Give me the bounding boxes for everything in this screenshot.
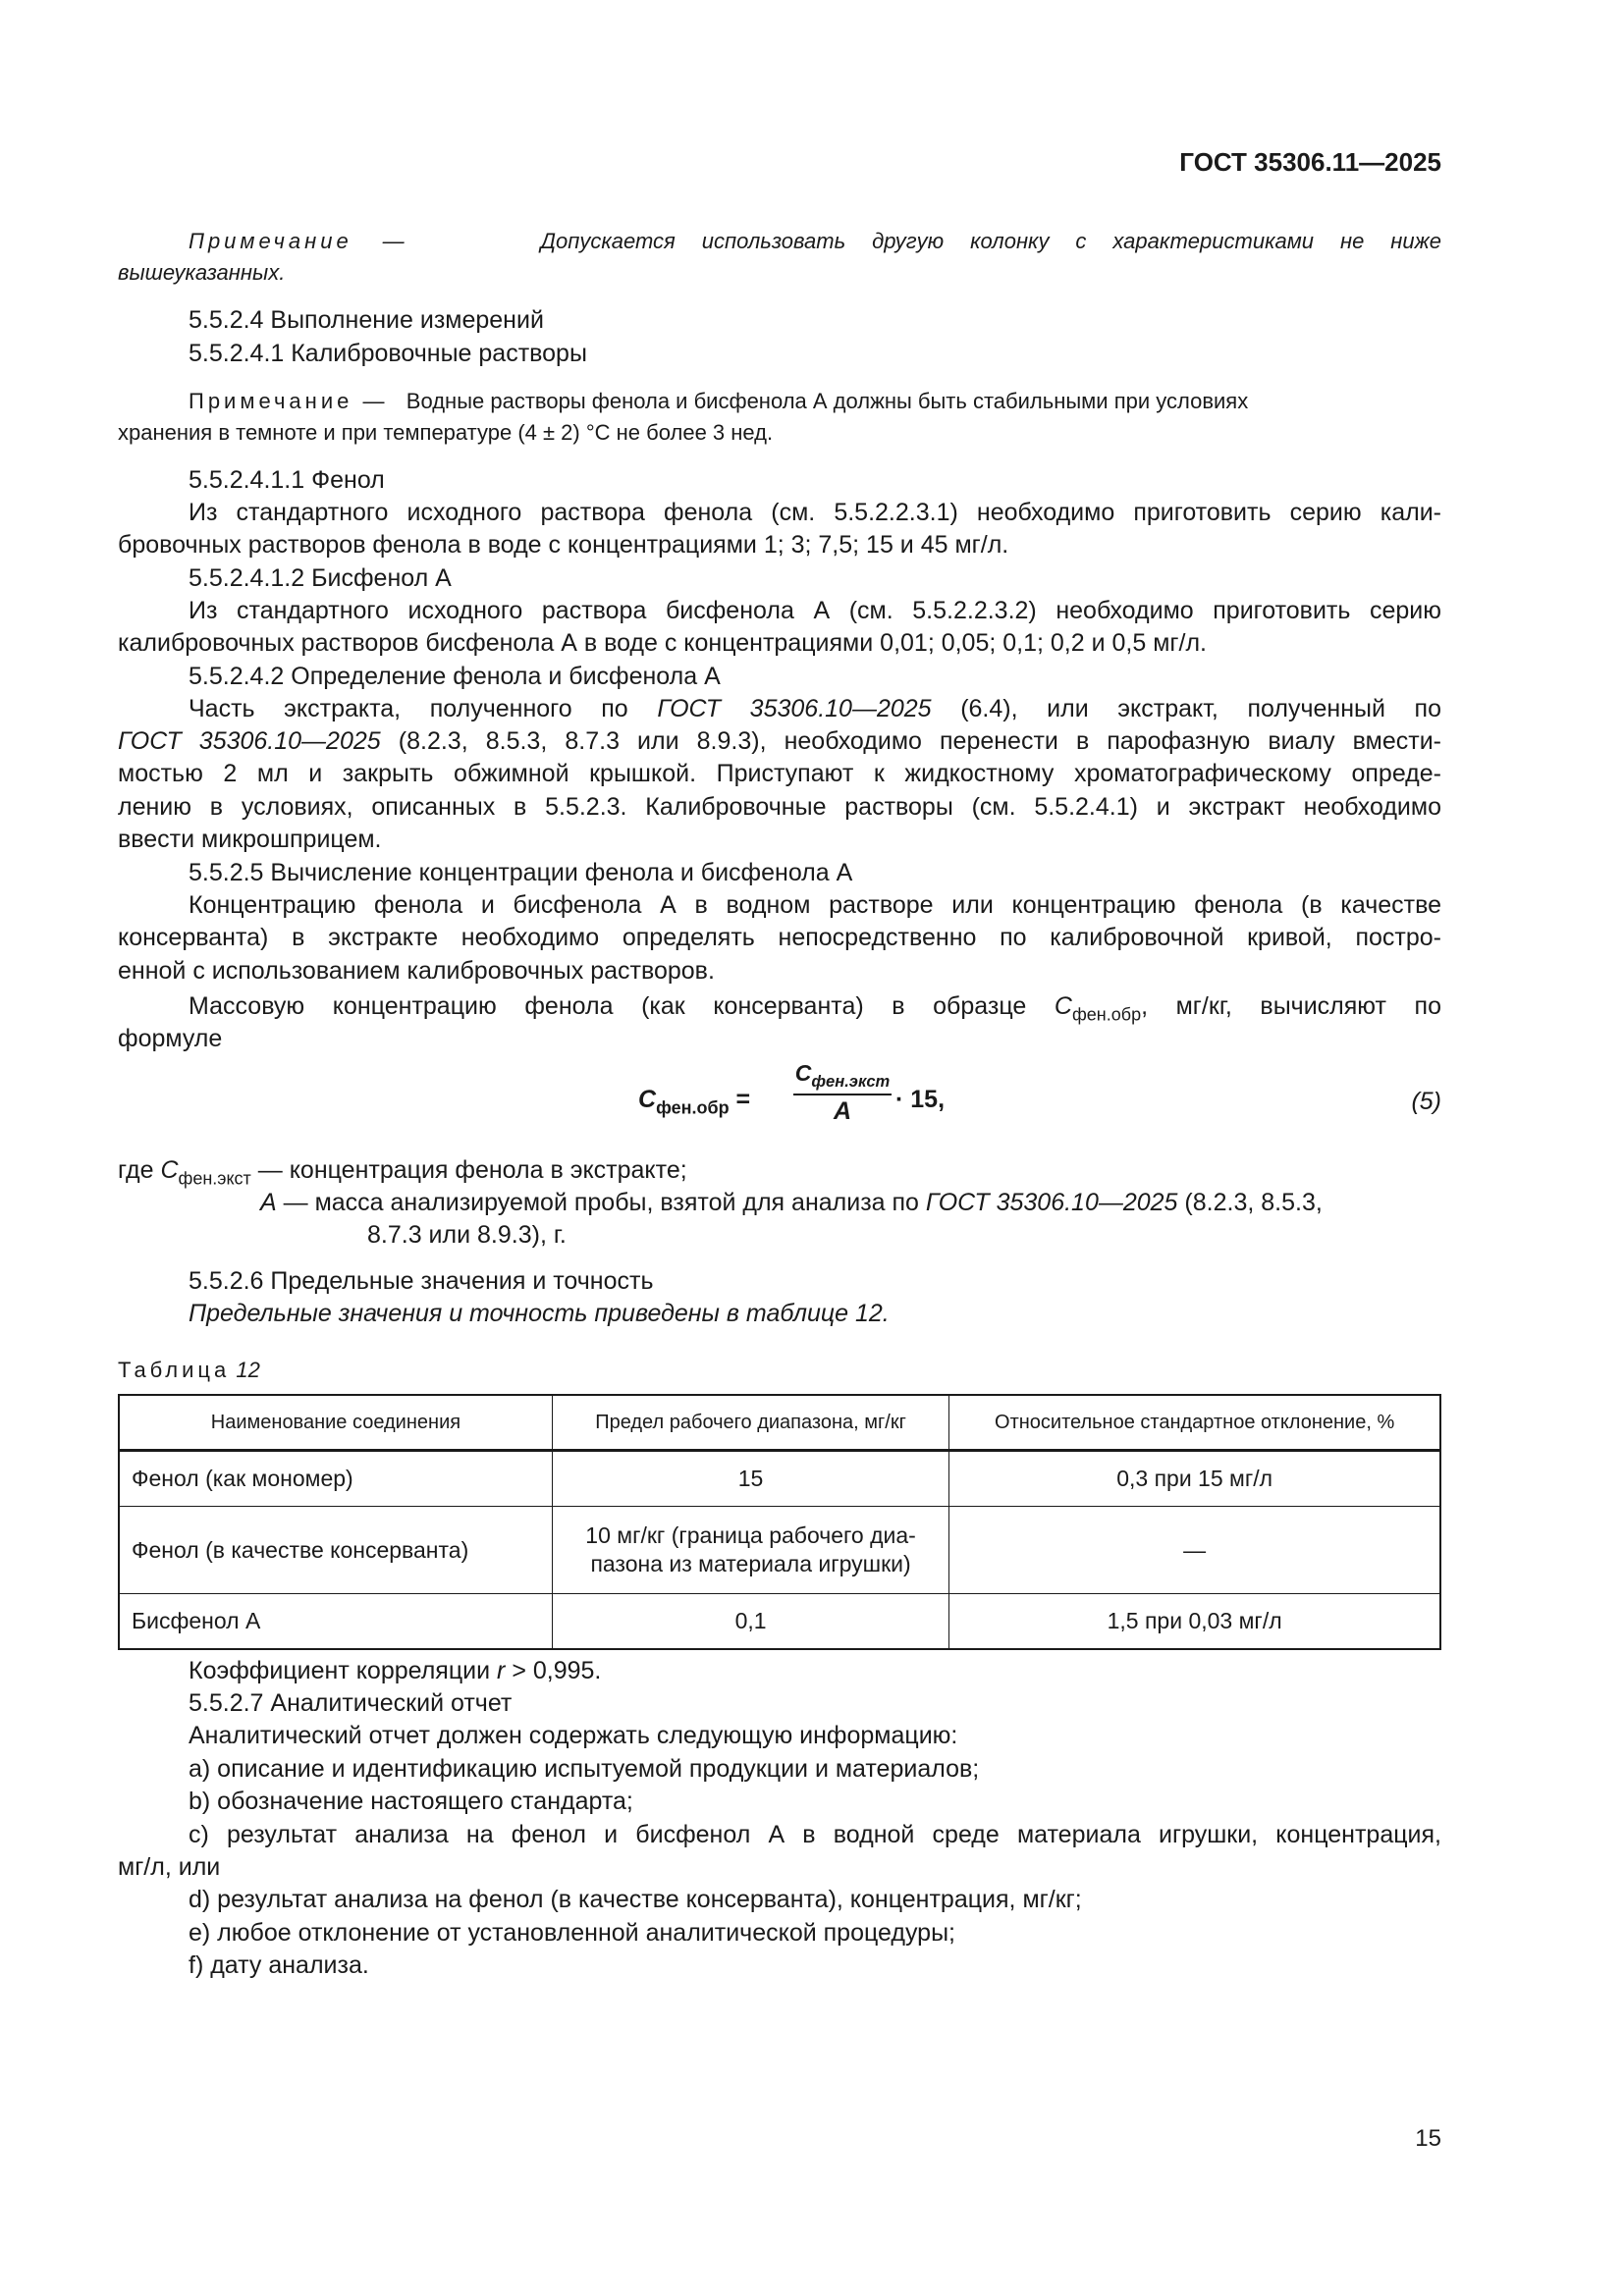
- formula-rhs: · 15,: [895, 1086, 946, 1113]
- text: Массовую концентрацию фенола (как консерванта) в образце: [189, 992, 1027, 1020]
- text: Часть экстракта, полученного по: [189, 695, 628, 722]
- report-item-c-line-2: мг/л, или: [118, 1853, 221, 1881]
- formula-equals: =: [735, 1086, 751, 1113]
- section-bisphenol-title: 5.5.2.4.1.2 Бисфенол А: [189, 564, 452, 592]
- section-limits-text: Предельные значения и точность приведены в таблице 12.: [189, 1300, 890, 1327]
- where-prefix: где: [118, 1156, 154, 1184]
- fraction-bar: [793, 1094, 892, 1095]
- section-bisphenol-line-2: калибровочных растворов бисфенола А в воде с концентрациями 0,01; 0,05; 0,1; 0,2 и 0,5 мг/л.: [118, 629, 1207, 657]
- where-a-line-1: [260, 1186, 1441, 1219]
- table-cell-limit: 0,1: [552, 1594, 948, 1650]
- section-bisphenol-line-1: Из стандартного исходного раствора бисфенола А (см. 5.5.2.2.3.2) необходимо приготовить серию: [189, 597, 1441, 624]
- table-cell-rsd: 1,5 при 0,03 мг/л: [949, 1594, 1440, 1650]
- symbol-a: А: [260, 1189, 277, 1216]
- text: > 0,995.: [512, 1657, 602, 1684]
- section-determination-line-3: мостью 2 мл и закрыть обжимной крышкой. Приступают к жидкостному хроматографическому опреде-: [118, 760, 1441, 787]
- section-determination-line-5: ввести микрошприцем.: [118, 826, 382, 853]
- report-intro: Аналитический отчет должен содержать следующую информацию:: [189, 1722, 958, 1749]
- formula-denominator: A: [833, 1096, 852, 1125]
- formula-lhs: [638, 1086, 750, 1118]
- section-limits-title: 5.5.2.6 Предельные значения и точность: [189, 1267, 654, 1295]
- report-item-e: e) любое отклонение от установленной аналитической процедуры;: [189, 1919, 955, 1947]
- note-1-line-1: [189, 226, 1441, 256]
- note-1-text: Допускается использовать другую колонку с характеристиками не ниже: [540, 229, 1441, 253]
- table-header-cell: Относительное стандартное отклонение, %: [949, 1395, 1440, 1451]
- document-code-header: ГОСТ 35306.11—2025: [1179, 147, 1441, 177]
- note-2-text: Водные растворы фенола и бисфенола А должны быть стабильными при условиях: [406, 389, 1249, 413]
- formula-subscript: фен.обр: [656, 1097, 730, 1118]
- standard-reference: ГОСТ 35306.10—2025: [118, 727, 381, 755]
- section-5-5-2-4-1-title: 5.5.2.4.1 Калибровочные растворы: [189, 340, 587, 367]
- table-cell-name: Бисфенол А: [119, 1594, 552, 1650]
- where-a-line-2: 8.7.3 или 8.9.3), г.: [367, 1221, 567, 1249]
- table-cell-limit: [552, 1507, 948, 1594]
- section-phenol-line-1: Из стандартного исходного раствора фенола (см. 5.5.2.2.3.1) необходимо приготовить серию кали-: [189, 499, 1441, 526]
- cell-line: пазона из материала игрушки): [590, 1551, 911, 1576]
- page-number: 15: [1415, 2125, 1441, 2152]
- formula-fraction: [793, 1060, 892, 1126]
- symbol-c: С: [160, 1156, 179, 1184]
- table-header-cell: Наименование соединения: [119, 1395, 552, 1451]
- text: , мг/кг, вычисляют по: [1141, 992, 1441, 1020]
- section-calc-title: 5.5.2.5 Вычисление концентрации фенола и бисфенола А: [189, 859, 853, 886]
- table-row: [119, 1594, 1440, 1650]
- section-determination-line-2: [118, 724, 1441, 758]
- section-determination-line-4: лению в условиях, описанных в 5.5.2.3. Калибровочные растворы (см. 5.5.2.4.1) и экстракт необходимо: [118, 793, 1441, 821]
- where-desc: — концентрация фенола в экстракте;: [257, 1156, 687, 1184]
- note-1-line-2: вышеуказанных.: [118, 260, 286, 285]
- section-determination-title: 5.5.2.4.2 Определение фенола и бисфенола А: [189, 663, 721, 690]
- section-calc-line-5: формуле: [118, 1025, 223, 1052]
- table-cell-limit: 15: [552, 1451, 948, 1507]
- standard-reference: ГОСТ 35306.10—2025: [925, 1189, 1178, 1216]
- table-cell-name: Фенол (в качестве консерванта): [119, 1507, 552, 1594]
- section-calc-line-2: консерванта) в экстракте необходимо определять непосредственно по калибровочной кривой, постро-: [118, 924, 1441, 951]
- formula-5: [638, 1060, 992, 1139]
- section-calc-line-3: енной с использованием калибровочных растворов.: [118, 957, 715, 985]
- where-desc: (8.2.3, 8.5.3,: [1184, 1189, 1323, 1216]
- where-desc: — масса анализируемой пробы, взятой для анализа по: [283, 1189, 919, 1216]
- symbol-r: r: [497, 1657, 506, 1684]
- section-5-5-2-4-title: 5.5.2.4 Выполнение измерений: [189, 306, 544, 334]
- report-item-a: a) описание и идентификацию испытуемой продукции и материалов;: [189, 1755, 980, 1783]
- table-header-cell: Предел рабочего диапазона, мг/кг: [552, 1395, 948, 1451]
- note-label: Примечание —: [189, 389, 389, 413]
- formula-symbol: C: [794, 1060, 812, 1086]
- table-header-row: [119, 1395, 1440, 1451]
- table-caption-label: Таблица: [118, 1358, 231, 1382]
- table-caption: [118, 1355, 1441, 1385]
- text: (8.2.3, 8.5.3, 8.7.3 или 8.9.3), необходимо перенести в парофазную виалу вмести-: [398, 727, 1442, 755]
- table-cell-rsd: —: [949, 1507, 1440, 1594]
- table-cell-name: Фенол (как мономер): [119, 1451, 552, 1507]
- table-row: [119, 1451, 1440, 1507]
- cell-line: 10 мг/кг (граница рабочего диа-: [585, 1522, 916, 1548]
- text: (6.4), или экстракт, полученный по: [960, 695, 1442, 722]
- note-2-line-1: [189, 386, 1441, 416]
- section-report-title: 5.5.2.7 Аналитический отчет: [189, 1689, 513, 1717]
- formula-numerator: [793, 1060, 892, 1092]
- report-item-b: b) обозначение настоящего стандарта;: [189, 1788, 633, 1815]
- report-item-d: d) результат анализа на фенол (в качестве консерванта), концентрация, мг/кг;: [189, 1886, 1082, 1913]
- table-row: [119, 1507, 1440, 1594]
- section-phenol-line-2: бровочных растворов фенола в воде с концентрациями 1; 3; 7,5; 15 и 45 мг/л.: [118, 531, 1009, 559]
- note-2-line-2: хранения в темноте и при температуре (4 ± 2) °С не более 3 нед.: [118, 420, 774, 445]
- section-calc-line-1: Концентрацию фенола и бисфенола А в водном растворе или концентрацию фенола (в качестве: [189, 891, 1441, 919]
- section-determination-line-1: [189, 692, 1441, 725]
- subscript: фен.обр: [1071, 1004, 1142, 1025]
- table-12: [118, 1394, 1441, 1650]
- document-page: [118, 0, 1441, 2296]
- correlation-line: [189, 1654, 1512, 1687]
- standard-reference: ГОСТ 35306.10—2025: [657, 695, 932, 722]
- formula-symbol: C: [638, 1086, 657, 1113]
- report-item-f: f) дату анализа.: [189, 1951, 369, 1979]
- section-phenol-title: 5.5.2.4.1.1 Фенол: [189, 466, 385, 494]
- table-caption-number: 12: [236, 1358, 260, 1382]
- note-label: Примечание —: [189, 229, 408, 253]
- formula-subscript: фен.экст: [811, 1071, 891, 1091]
- symbol-c: С: [1054, 992, 1072, 1020]
- subscript: фен.экст: [178, 1168, 251, 1189]
- table-cell-rsd: 0,3 при 15 мг/л: [949, 1451, 1440, 1507]
- text: Коэффициент корреляции: [189, 1657, 491, 1684]
- formula-number: (5): [1411, 1088, 1441, 1115]
- report-item-c-line-1: c) результат анализа на фенол и бисфенол А в водной среде материала игрушки, концентрация,: [189, 1821, 1441, 1848]
